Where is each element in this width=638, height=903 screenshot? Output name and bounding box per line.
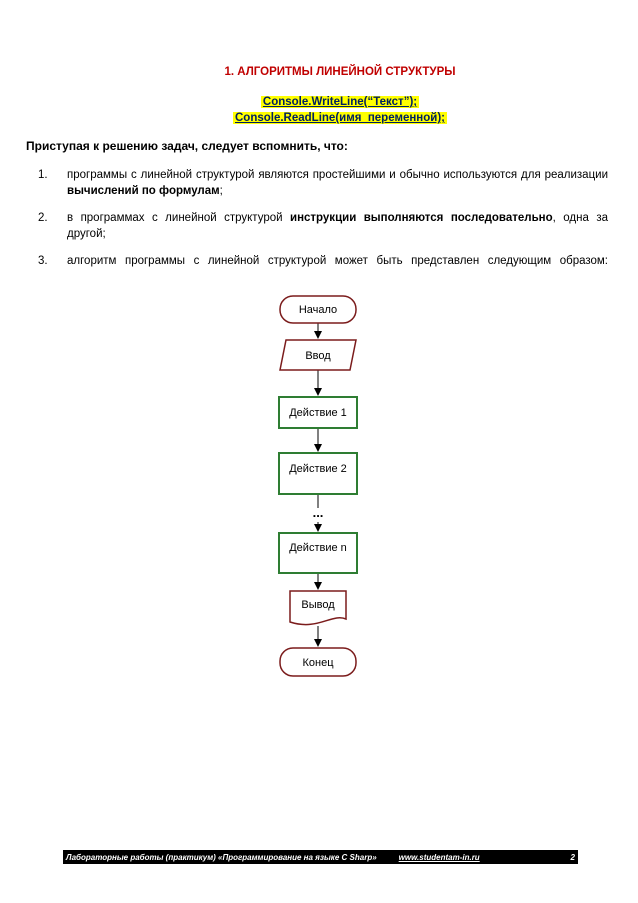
page-number: 2 xyxy=(570,852,575,862)
footer-text: Лабораторные работы (практикум) «Программирование на языке C Sharp» xyxy=(66,852,377,862)
action-2-label: Действие 2 xyxy=(289,463,347,475)
intro-text: Приступая к решению задач, следует вспомнить, что: xyxy=(26,139,348,153)
section-title: 1. АЛГОРИТМЫ ЛИНЕЙНОЙ СТРУКТУРЫ xyxy=(224,66,456,78)
output-label: Вывод xyxy=(301,599,335,611)
list-item-number: 3. xyxy=(38,255,48,267)
ellipsis-label: ... xyxy=(312,505,324,520)
code-readline-text: Console.ReadLine(имя_переменной); xyxy=(235,112,445,124)
code-writeline-text: Console.WriteLine(“Текст”); xyxy=(262,96,418,108)
action-1-label: Действие 1 xyxy=(289,407,347,419)
action-n-label: Действие n xyxy=(289,542,347,554)
list-item-number: 2. xyxy=(38,212,48,224)
list-item-text: программы с линейной структурой являются простейшими и обычно используются для реализации вычислений по формулам; xyxy=(67,169,608,197)
end-label: Конец xyxy=(302,657,334,669)
page-footer xyxy=(63,850,578,864)
footer-link[interactable]: www.studentam-in.ru xyxy=(398,852,480,862)
start-label: Начало xyxy=(298,304,338,316)
list-item-text: в программах с линейной структурой инструкции выполняются последовательно, одна за другой; xyxy=(67,212,608,240)
list-item-text: алгоритм программы с линейной структурой может быть представлен следующим образом: xyxy=(67,255,608,267)
input-label: Ввод xyxy=(305,350,331,362)
list-item-number: 1. xyxy=(38,169,48,181)
